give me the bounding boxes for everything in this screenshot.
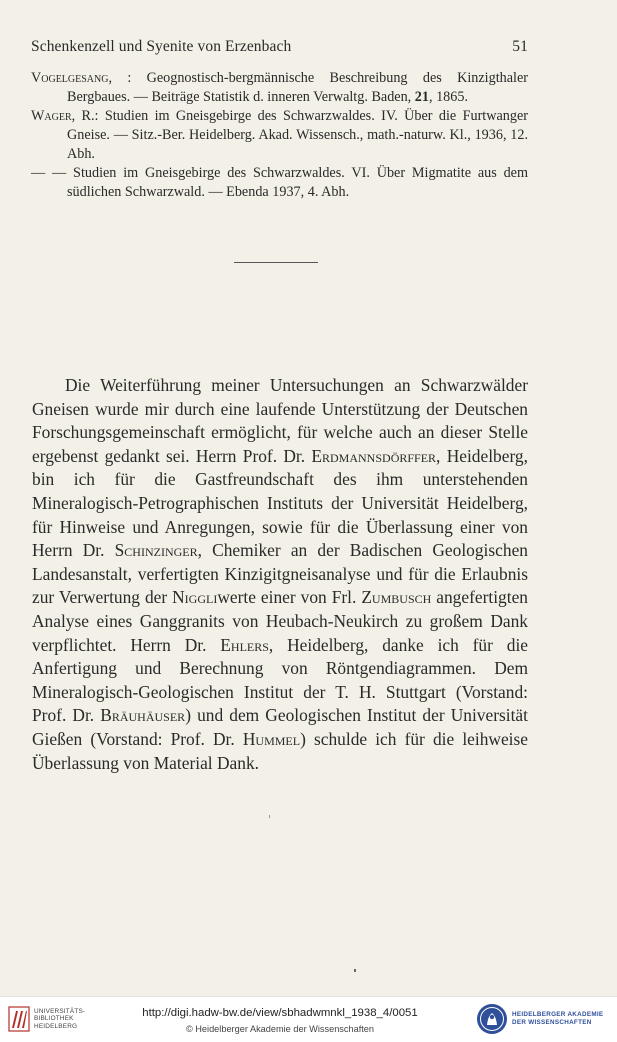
- text-run: angefertigten Analyse eines Ganggranits von Heubach-Neukirch zu großem Dank verpflichtet. Herrn Dr.: [32, 587, 528, 655]
- person-name: Zumbusch: [361, 587, 432, 608]
- text-run: , Heidelberg, bin ich für die Gastfreundschaft des ihm unterstehenden Mineralogisch-Petrographischen Instituts der Universität Heidelberg, für Hinweise und Anregungen, sowie für die Überlassung einer von Herrn Dr.: [32, 445, 528, 561]
- text-run: werte einer von Frl.: [217, 587, 362, 608]
- library-name[interactable]: [34, 1008, 85, 1030]
- paper-speck: [269, 815, 270, 818]
- person-name: Hummel: [242, 728, 301, 749]
- text-run: Die Weiterführung meiner Untersuchungen an Schwarzwälder Gneisen wurde mir durch eine laufende Unterstützung der Deutschen Forschungsgemeinschaft ermöglicht, für welche auch an dieser Stelle ergebenst gedankt sei. Herrn Prof. Dr.: [32, 375, 528, 466]
- paper-speck: [354, 969, 356, 972]
- person-name: Ehlers: [220, 634, 269, 655]
- text-run: , Heidelberg, danke ich für die Anfertigung und Berechnung von Röntgendiagrammen. Dem Mineralogisch-Geologischen Institut der T. H. Stuttgart (Vorstand: Prof. Dr.: [32, 634, 528, 726]
- library-name-line: HEIDELBERG: [34, 1022, 78, 1030]
- academy-name-line: DER WISSENSCHAFTEN: [512, 1019, 592, 1026]
- text-run: ) und dem Geologischen Institut der Universität Gießen (Vorstand: Prof. Dr.: [32, 705, 528, 749]
- library-name-line: UNIVERSITÄTS-: [34, 1008, 86, 1015]
- book-stack-icon[interactable]: [8, 1005, 30, 1033]
- person-name: Erdmannsdörffer: [311, 445, 437, 466]
- library-name-line: BIBLIOTHEK: [34, 1015, 74, 1023]
- reference-entry: [31, 107, 528, 164]
- reference-text: Studien im Gneisgebirge des Schwarzwaldes. VI. Über Migmatite aus dem südlichen Schwarzwald. — Ebenda 1937, 4. Abh.: [66, 165, 529, 200]
- reference-entry: [31, 164, 528, 202]
- academy-name[interactable]: [512, 1011, 603, 1027]
- running-head-title: Schenkenzell und Syenite von Erzenbach: [31, 38, 292, 55]
- permalink-url[interactable]: http://digi.hadw-bw.de/view/sbhadwmnkl_1938_4/0051: [142, 1007, 418, 1019]
- copyright-notice: © Heidelberger Akademie der Wissenschaften: [185, 1024, 375, 1034]
- reference-entry: [31, 69, 528, 107]
- text-run: , Chemiker an der Badischen Geologischen Landesanstalt, verfertigten Kinzigitgneisanalyse und für die Erlaubnis zur Verwertung der: [32, 540, 528, 608]
- section-divider: [234, 262, 318, 263]
- person-name: Niggli: [172, 587, 218, 608]
- reference-list: [31, 69, 528, 202]
- viewer-footer: [0, 996, 617, 1042]
- reference-text: , 1865.: [428, 89, 468, 105]
- reference-text: Studien im Gneisgebirge des Schwarzwaldes. IV. Über die Furtwanger Gneise. — Sitz.-Ber. Heidelberg. Akad. Wissensch., math.-naturw. Kl., 1936, 12. Abh.: [67, 108, 528, 162]
- reference-author-dash: — —: [31, 165, 67, 181]
- reference-author: Vogelgesang, :: [31, 70, 132, 86]
- reference-author: Wager, R.:: [31, 108, 99, 124]
- page-number: 51: [512, 38, 528, 55]
- text-run: ) schulde ich für die leihweise Überlassung von Material Dank.: [32, 728, 528, 773]
- person-name: Bräuhäuser: [100, 705, 186, 726]
- academy-seal-icon[interactable]: [476, 1003, 508, 1035]
- reference-text: Geognostisch-bergmännische Beschreibung des Kinzigthaler Bergbaues. — Beiträge Statistik d. inneren Verwaltg. Baden,: [67, 70, 528, 105]
- academy-name-line: HEIDELBERGER AKADEMIE: [512, 1011, 604, 1018]
- reference-volume: 21: [414, 89, 429, 105]
- person-name: Schinzinger: [114, 540, 198, 561]
- acknowledgment-paragraph: [32, 374, 528, 775]
